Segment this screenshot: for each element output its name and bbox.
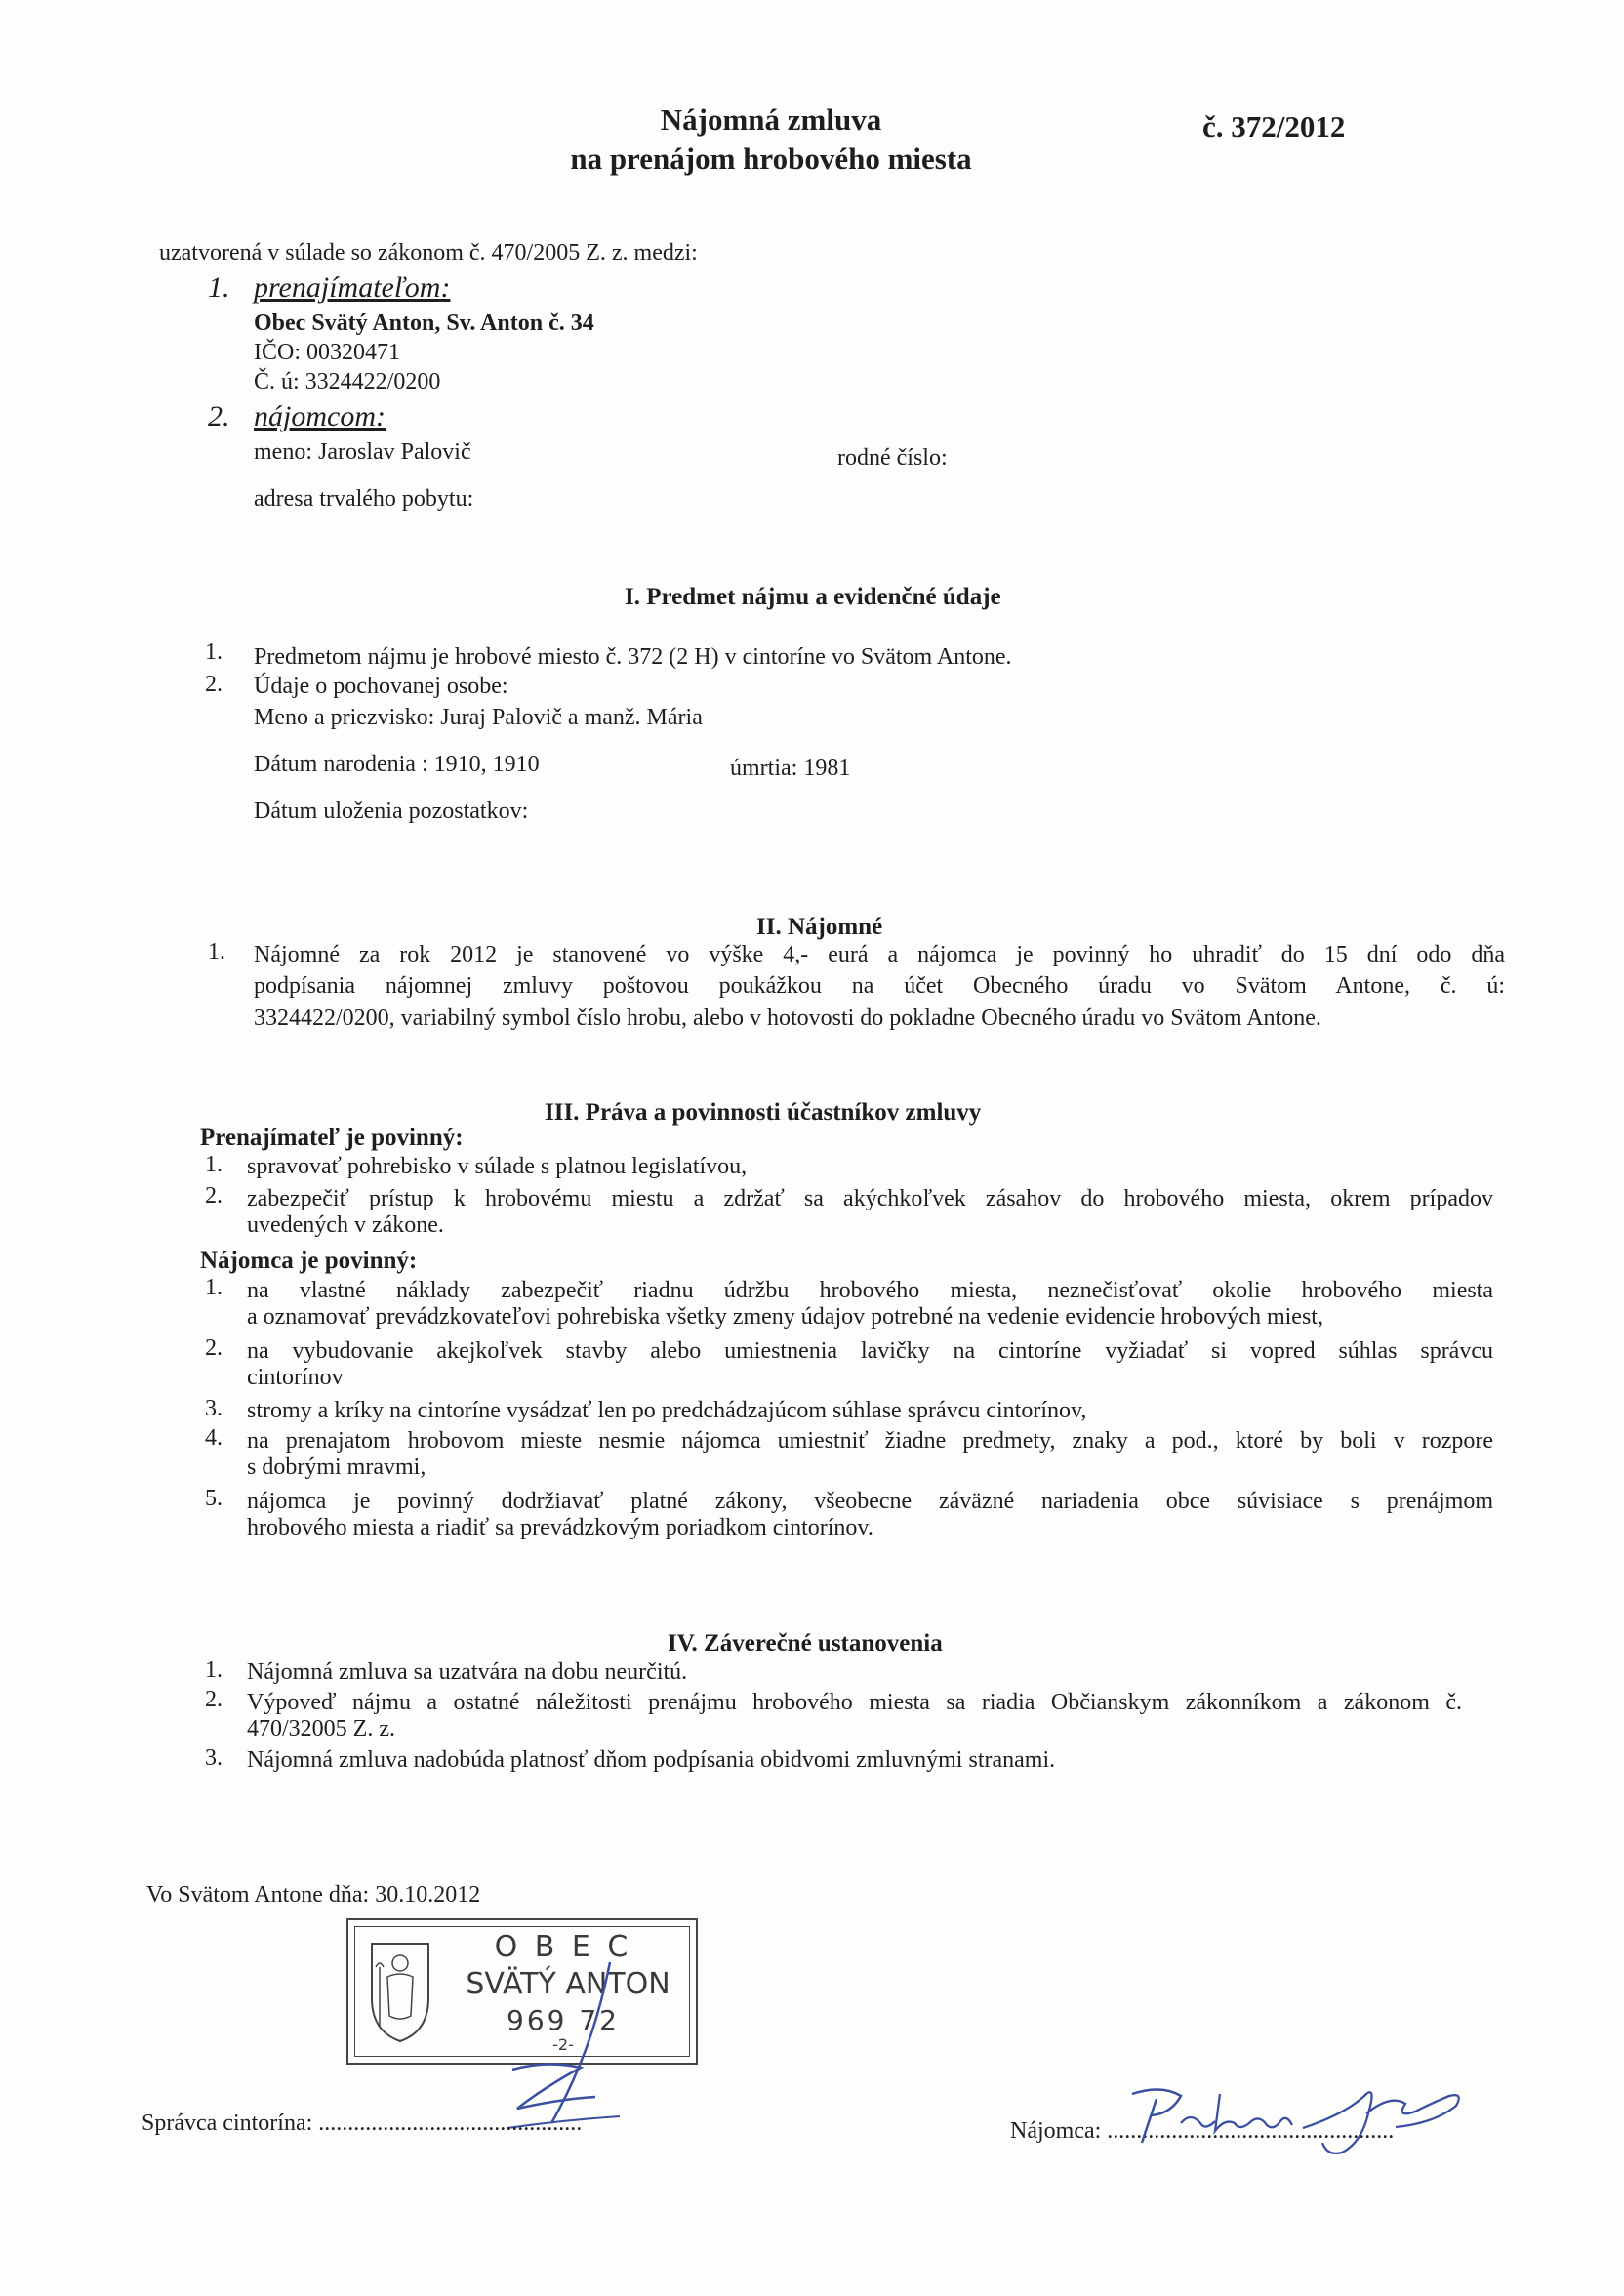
final-provision-number: 3. [205,1745,223,1771]
section1-heading: I. Predmet nájmu a evidenčné údaje [625,584,1001,610]
final-provision-number: 2. [205,1687,223,1712]
section1-item2: Údaje o pochovanej osobe: [254,674,508,699]
party1-account: Č. ú: 3324422/0200 [254,369,441,394]
intro-text: uzatvorená v súlade so zákonom č. 470/2005 Z. z. medzi: [159,240,698,266]
administrator-signature-line: Správca cintorína: ............................................. [142,2111,583,2136]
party1-number: 1. [208,271,230,304]
party2-role: nájomcom: [254,400,386,432]
final-provision-number: 1. [205,1658,223,1683]
section2-item1-line1: Nájomné za rok 2012 je stanovené vo výške 4,- eurá a nájomca je povinný ho uhradiť do 15 dní odo dňa [254,942,1505,967]
tenant-duty-number: 3. [205,1396,223,1421]
section2-item1-line3: 3324422/0200, variabilný symbol číslo hrobu, alebo v hotovosti do pokladne Obecného úradu vo Svätom Antone. [254,1005,1321,1031]
party1-name: Obec Svätý Anton, Sv. Anton č. 34 [254,310,594,336]
section1-item2-number: 2. [205,672,223,697]
tenant-signature-line: Nájomca: ................................................. [1010,2118,1395,2144]
landlord-duty-text: spravovať pohrebisko v súlade s platnou legislatívou, [247,1154,748,1179]
tenant-duty-text: hrobového miesta a riadiť sa prevádzkovým poriadkom cintorínov. [247,1515,873,1540]
stamp-line3: 969 72 [507,2004,620,2036]
landlord-duty-number: 1. [205,1152,223,1177]
contract-number: č. 372/2012 [1202,109,1346,144]
tenant-duty-number: 4. [205,1425,223,1451]
death-date-line: úmrtia: 1981 [730,756,851,781]
tenant-duty-text: s dobrými mravmi, [247,1455,426,1480]
tenant-duty-text: stromy a kríky na cintoríne vysádzať len po predchádzajúcom súhlase správcu cintorínov, [247,1398,1087,1423]
section2-item1-line2: podpísania nájomnej zmluvy poštovou poukážkou na účet Obecného úradu vo Svätom Antone, č. ú: [254,973,1505,999]
party2-birth-number-label: rodné číslo: [837,445,948,471]
coat-of-arms-icon [366,1938,434,2045]
tenant-duties-heading: Nájomca je povinný: [200,1248,418,1274]
final-provision-text: Nájomná zmluva nadobúda platnosť dňom podpísania obidvomi zmluvnými stranami. [247,1747,1056,1773]
final-provision-text: Nájomná zmluva sa uzatvára na dobu neurčitú. [247,1660,688,1685]
tenant-duty-number: 1. [205,1275,223,1300]
place-and-date: Vo Svätom Antone dňa: 30.10.2012 [146,1882,481,1907]
section2-item1-number: 1. [208,939,225,964]
tenant-duty-text: nájomca je povinný dodržiavať platné zákony, všeobecne záväzné nariadenia obce súvisiace s prenájmom [247,1489,1493,1514]
section2-heading: II. Nájomné [756,914,883,940]
stamp-line2: SVÄTÝ ANTON [466,1967,670,2001]
tenant-duty-text: na prenajatom hrobovom mieste nesmie nájomca umiestniť žiadne predmety, znaky a pod., ktoré by boli v rozpore [247,1428,1493,1454]
landlord-duty-text: zabezpečiť prístup k hrobovému miestu a zdržať sa akýchkoľvek zásahov do hrobového miesta, okrem prípadov [247,1186,1493,1211]
deceased-name-line: Meno a priezvisko: Juraj Palovič a manž. Mária [254,705,703,730]
tenant-duty-number: 2. [205,1335,223,1361]
document-title-line2: na prenájom hrobového miesta [570,142,972,176]
burial-date-line: Dátum uloženia pozostatkov: [254,799,529,824]
birth-date-line: Dátum narodenia : 1910, 1910 [254,752,540,777]
section4-heading: IV. Záverečné ustanovenia [668,1630,943,1657]
party2-name: meno: Jaroslav Palovič [254,439,471,465]
landlord-duty-number: 2. [205,1183,223,1209]
section1-item1-number: 1. [205,639,223,665]
stamp-line4: -2- [552,2035,574,2054]
stamp-line1: O B E C [494,1930,632,1964]
section3-heading: III. Práva a povinnosti účastníkov zmluvy [545,1099,982,1126]
tenant-duty-number: 5. [205,1486,223,1511]
tenant-duty-text: na vybudovanie akejkoľvek stavby alebo umiestnenia lavičky na cintoríne vyžiadať si vopred súhlas správcu [247,1338,1493,1364]
party1-ico: IČO: 00320471 [254,340,400,365]
tenant-signature [1113,2074,1474,2162]
party2-number: 2. [208,400,230,432]
landlord-duties-heading: Prenajímateľ je povinný: [200,1125,464,1151]
section1-item1: Predmetom nájmu je hrobové miesto č. 372 (2 H) v cintoríne vo Svätom Antone. [254,644,1012,670]
landlord-duty-text: uvedených v zákone. [247,1212,444,1238]
final-provision-text: 470/32005 Z. z. [247,1716,395,1742]
tenant-duty-text: na vlastné náklady zabezpečiť riadnu údržbu hrobového miesta, neznečisťovať okolie hrobového miesta [247,1278,1493,1303]
tenant-duty-text: cintorínov [247,1365,344,1390]
party2-address-label: adresa trvalého pobytu: [254,486,474,512]
final-provision-text: Výpoveď nájmu a ostatné náležitosti prenájmu hrobového miesta sa riadia Občianskym zákonníkom a zákonom č. [247,1690,1462,1715]
tenant-duty-text: a oznamovať prevádzkovateľovi pohrebiska všetky zmeny údajov potrebné na vedenie evidencie hrobových miest, [247,1304,1323,1330]
document-title-line1: Nájomná zmluva [660,102,882,137]
party1-role: prenajímateľom: [254,271,451,304]
